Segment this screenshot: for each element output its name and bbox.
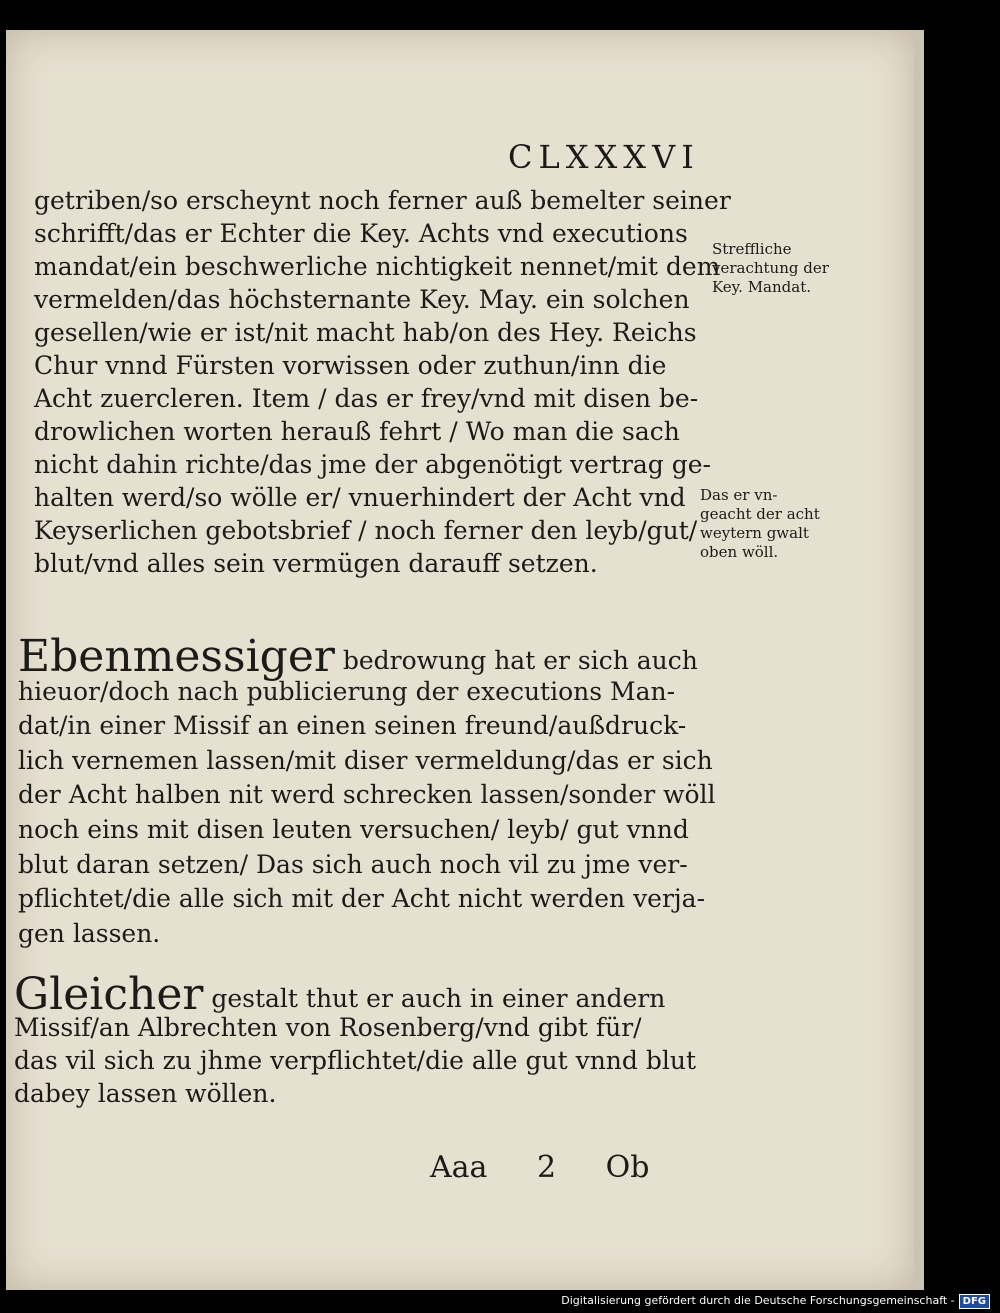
credit-text: Digitalisierung gefördert durch die Deutsche Forschungsgemeinschaft - — [561, 1294, 955, 1307]
text-line: blut daran setzen/ Das sich auch noch vil zu jme ver- — [18, 849, 688, 879]
paragraph-3 — [14, 969, 696, 1110]
text-line — [14, 969, 696, 1020]
text-line: drowlichen worten herauß fehrt / Wo man die sach — [34, 417, 680, 446]
text-line — [18, 631, 716, 682]
marginal-note-1 — [712, 240, 829, 297]
text-line: blut/vnd alles sein vermügen darauff setzen. — [34, 549, 598, 578]
text-line: Keyserlichen gebotsbrief / noch ferner den leyb/gut/ — [34, 516, 698, 545]
text-line: gen lassen. — [18, 918, 161, 948]
text-line: Acht zuercleren. Item / das er frey/vnd mit disen be- — [34, 384, 699, 413]
paragraph-2 — [18, 631, 716, 951]
note-line: oben wöll. — [700, 543, 779, 561]
text-line: Missif/an Albrechten von Rosenberg/vnd gibt für/ — [14, 1013, 642, 1042]
text-line: dat/in einer Missif an einen seinen freund/außdruck- — [18, 711, 687, 741]
text-line: hieuor/doch nach publicierung der executions Man- — [18, 676, 676, 706]
text-line: nicht dahin richte/das jme der abgenötigt vertrag ge- — [34, 450, 712, 479]
text-line: schrifft/das er Echter die Key. Achts vnd executions — [34, 219, 688, 248]
text-line: halten werd/so wölle er/ vnuerhindert der Acht vnd — [34, 483, 686, 512]
text-line: Chur vnnd Fürsten vorwissen oder zuthun/inn die — [34, 351, 667, 380]
text-line: getriben/so erscheynt noch ferner auß bemelter seiner — [34, 186, 731, 215]
text-line: pflichtet/die alle sich mit der Acht nicht werden verja- — [18, 884, 706, 914]
text-line: mandat/ein beschwerliche nichtigkeit nennet/mit dem — [34, 252, 721, 281]
text-line: dabey lassen wöllen. — [14, 1079, 277, 1108]
paragraph-1 — [34, 184, 731, 580]
marginal-note-2 — [700, 486, 820, 562]
note-line: Streffliche — [712, 240, 792, 258]
dfg-logo: DFG — [959, 1294, 990, 1309]
text-line: der Acht halben nit werd schrecken lassen/sonder wöll — [18, 780, 716, 810]
initial-word: Ebenmessiger — [18, 631, 335, 682]
signature-mark: Aaa 2 Ob — [430, 1150, 650, 1185]
note-line: verachtung der — [712, 259, 829, 277]
initial-word: Gleicher — [14, 969, 204, 1020]
text-line: lich vernemen lassen/mit diser vermeldung/das er sich — [18, 745, 713, 775]
note-line: Das er vn- — [700, 486, 778, 504]
text-line: das vil sich zu jhme verpflichtet/die alle gut vnnd blut — [14, 1046, 696, 1075]
line-text: bedrowung hat er sich auch — [334, 646, 698, 675]
note-line: geacht der acht — [700, 505, 820, 523]
note-line: Key. Mandat. — [712, 278, 812, 296]
text-line: noch eins mit disen leuten versuchen/ leyb/ gut vnnd — [18, 814, 689, 844]
digitization-credit — [561, 1293, 990, 1309]
folio-number: CLXXXVI — [508, 138, 700, 176]
text-line: vermelden/das höchsternante Key. May. ein solchen — [34, 285, 690, 314]
note-line: weytern gwalt — [700, 524, 809, 542]
line-text: gestalt thut er auch in einer andern — [203, 984, 666, 1013]
text-line: gesellen/wie er ist/nit macht hab/on des Hey. Reichs — [34, 318, 697, 347]
